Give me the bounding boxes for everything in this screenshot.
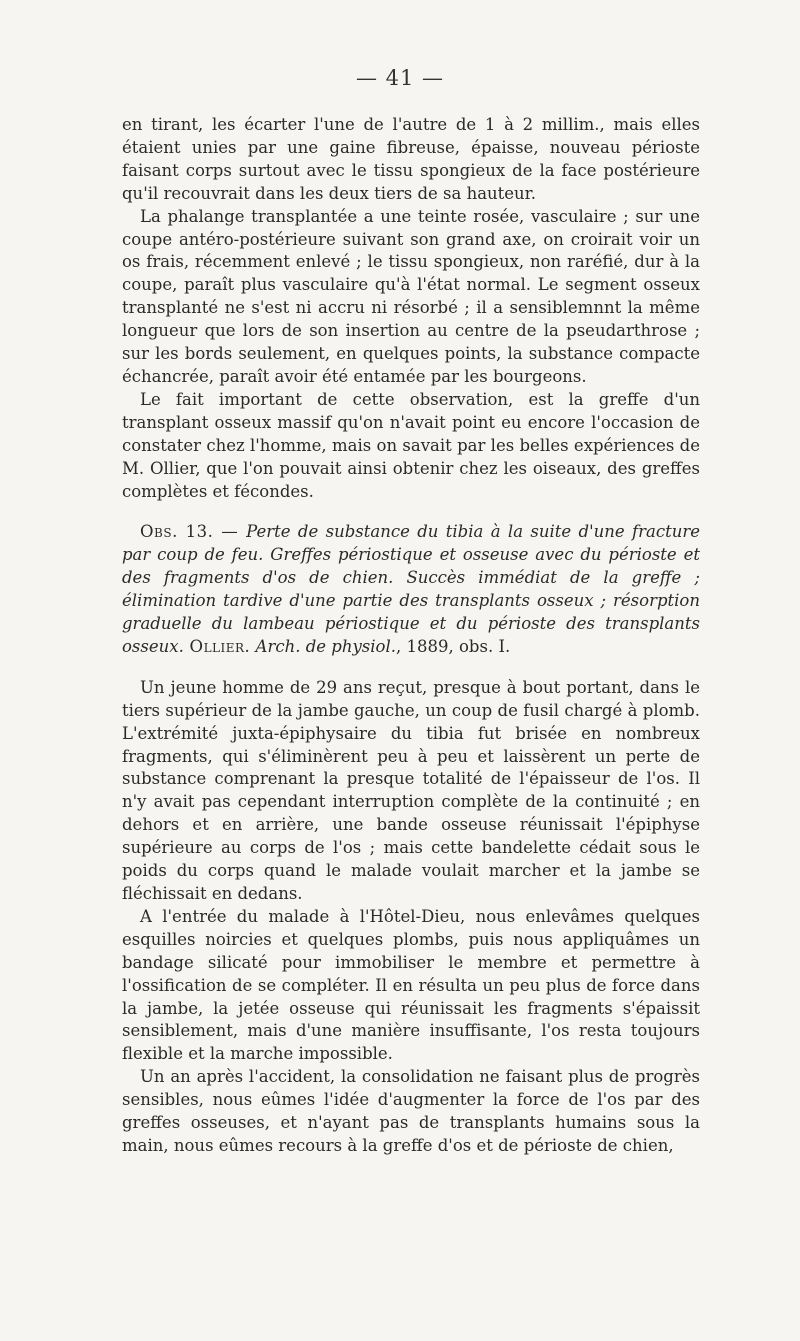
observation-reference: Arch. de physiol. (250, 636, 397, 656)
paragraph-4: Un jeune homme de 29 ans reçut, presque à bout portant, dans le tiers supérieur de la jambe gauche, un coup de fusil chargé à plomb. L'extrémité juxta-épiphysaire du tibia fut brisée en nombreux fragments, qui s'éliminèrent peu à peu et laissèrent un perte de substance comprenant la presque totalité de l'épaisseur de l'os. Il n'y avait pas cependant interruption complète de la continuité ; en dehors et en arrière, une bande osseuse réunissait l'épiphyse supérieure au corps de l'os ; mais cette bandelette cédait sous le poids du corps quand le malade voulait marcher et la jambe se fléchissait en dedans. (122, 677, 700, 903)
observation-heading (122, 521, 700, 658)
paragraph-6: Un an après l'accident, la consolidation ne faisant plus de progrès sensibles, nous eûmes l'idée d'augmenter la force de l'os par des greffes osseuses, et n'ayant pas de transplants humains sous la main, nous eûmes recours à la greffe d'os et de périoste de chien, (122, 1067, 700, 1155)
page-number: — 41 — (355, 66, 445, 90)
observation-label: Obs. 13. — (140, 522, 247, 542)
observation-author: Ollier. (183, 636, 251, 656)
paragraph-5: A l'entrée du malade à l'Hôtel-Dieu, nous enlevâmes quelques esquilles noircies et quelques plombs, puis nous appliquâmes un bandage silicaté pour immobiliser le membre et permettre à l'ossification de se compléter. Il en résulta un peu plus de force dans la jambe, la jetée osseuse qui réunissait les fragments s'épaissit sensiblement, mais d'une manière insuffisante, l'os resta toujours flexible et la marche impossible. (122, 906, 700, 1064)
paragraph-3: Le fait important de cette observation, est la greffe d'un transplant osseux massif qu'on n'avait point eu encore l'occasion de constater chez l'homme, mais on savait par les belles expériences de M. Ollier, que l'on pouvait ainsi obtenir chez les oiseaux, des greffes complètes et fécondes. (122, 389, 700, 501)
paragraph-1: en tirant, les écarter l'une de l'autre de 1 à 2 millim., mais elles étaient unies par une gaine fibreuse, épaisse, nouveau périoste faisant corps surtout avec le tissu spongieux de la face postérieure qu'il recouvrait dans les deux tiers de sa hauteur. (122, 115, 700, 203)
observation-reference-detail: , 1889, obs. I. (396, 636, 511, 656)
paragraph-2: La phalange transplantée a une teinte rosée, vasculaire ; sur une coupe antéro-postérieure suivant son grand axe, on croirait voir un os frais, récemment enlevé ; le tissu spongieux, non raréfié, dur à la coupe, paraît plus vasculaire qu'à l'état normal. Le segment osseux transplanté ne s'est ni accru ni résorbé ; il a sensiblemnnt la même longueur que lors de son insertion au centre de la pseudarthrose ; sur les bords seulement, en quelques points, la substance compacte échancrée, paraît avoir été entamée par les bourgeons. (122, 206, 700, 386)
body-text (122, 114, 700, 1158)
observation-title: Perte de substance du tibia à la suite d'une fracture par coup de feu. Greffes périostique et osseuse avec du périoste et des fragments d'os de chien. Succès immédiat de la greffe ; élimination tardive d'une partie des transplants osseux ; résorption graduelle du lambeau périostique et du périoste des transplants osseux. (122, 522, 700, 656)
